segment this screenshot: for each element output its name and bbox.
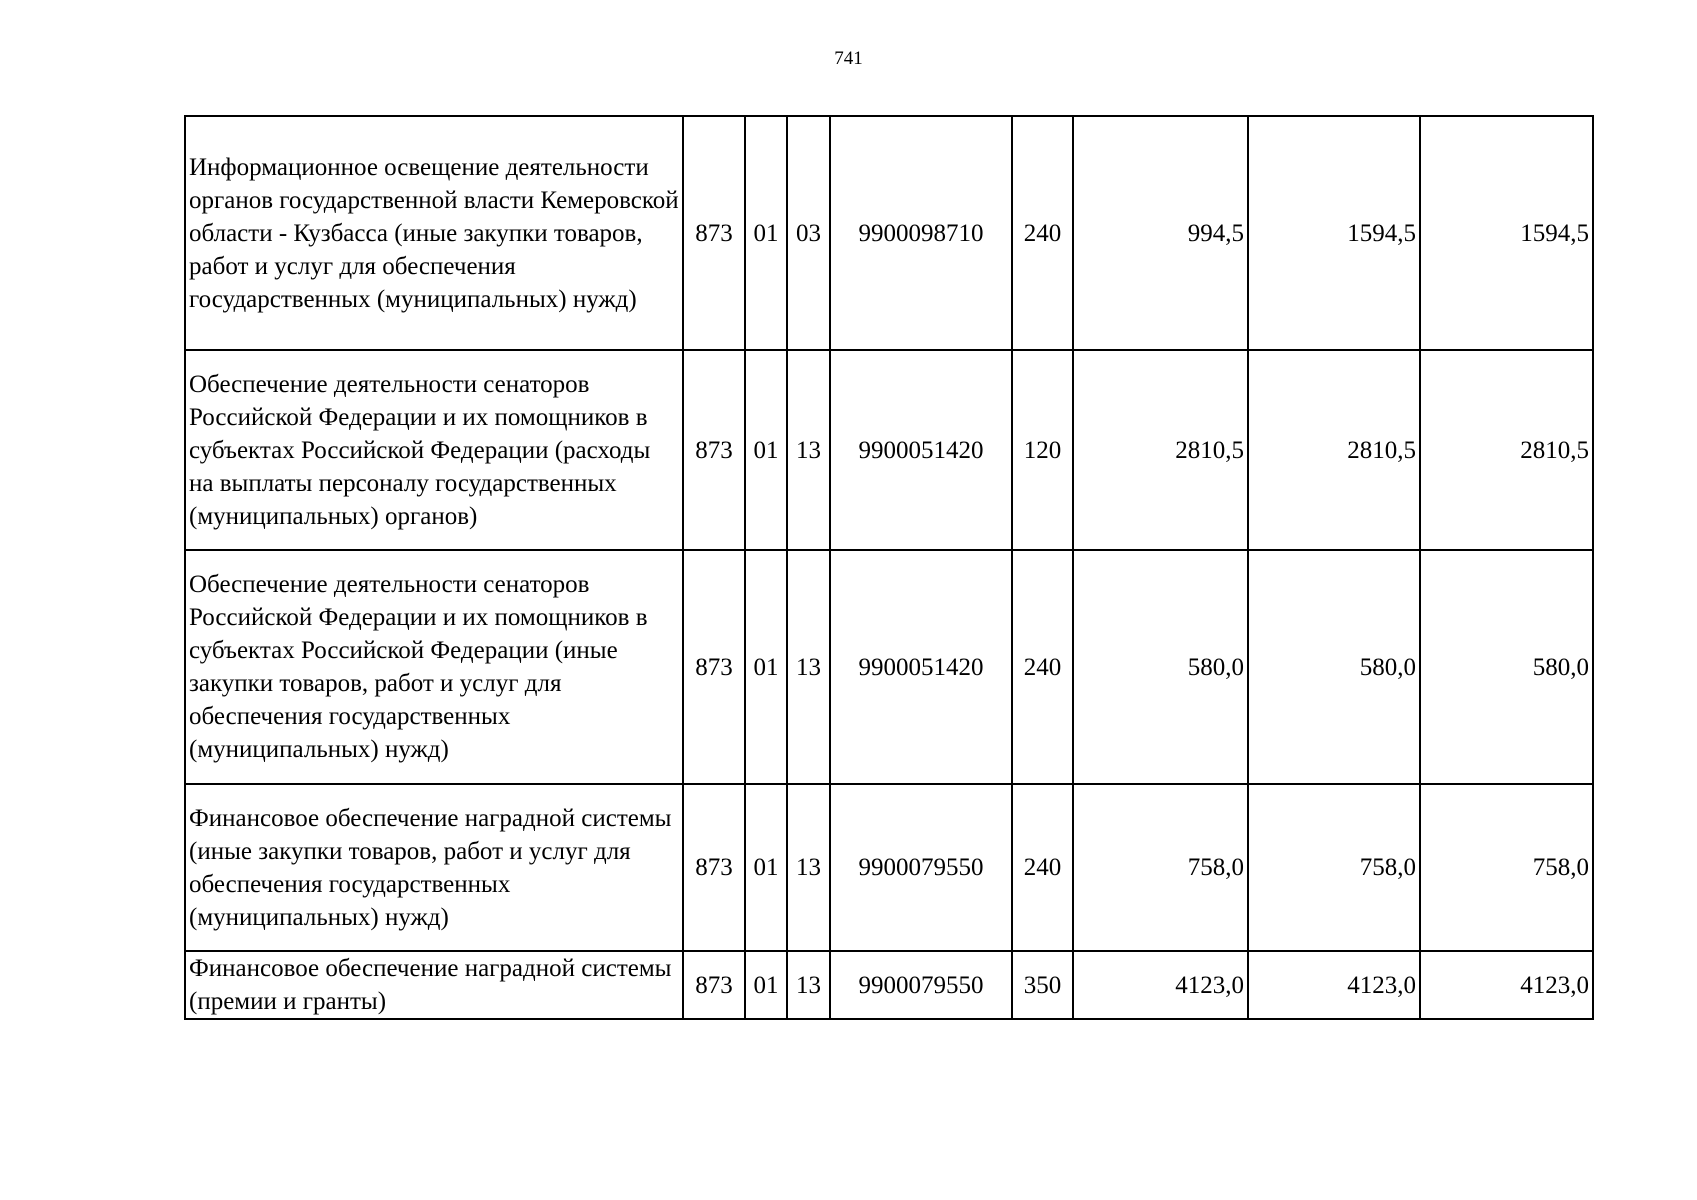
amount-cell-2: 1594,5 — [1248, 116, 1420, 350]
ministry-code: 873 — [683, 350, 745, 550]
amount-cell-3: 580,0 — [1420, 550, 1593, 784]
section-code: 01 — [745, 350, 787, 550]
section-code: 01 — [745, 784, 787, 951]
row-description: Обеспечение деятельности сенаторов Российской Федерации и их помощников в субъектах Российской Федерации (расходы на выплаты персоналу государственных (муниципальных) органов) — [185, 350, 683, 550]
subsection-code: 13 — [787, 784, 830, 951]
amount-cell-1: 758,0 — [1073, 784, 1248, 951]
expense-type-code: 350 — [1012, 951, 1073, 1019]
row-description: Финансовое обеспечение наградной системы (иные закупки товаров, работ и услуг для обеспечения государственных (муниципальных) нужд) — [185, 784, 683, 951]
budget-table — [184, 115, 1594, 1020]
amount-cell-2: 4123,0 — [1248, 951, 1420, 1019]
table-row — [185, 350, 1593, 550]
table-row — [185, 951, 1593, 1019]
expense-type-code: 240 — [1012, 550, 1073, 784]
amount-cell-2: 758,0 — [1248, 784, 1420, 951]
row-description: Информационное освещение деятельности органов государственной власти Кемеровской области - Кузбасса (иные закупки товаров, работ и услуг для обеспечения государственных (муниципальных) нужд) — [185, 116, 683, 350]
amount-cell-1: 994,5 — [1073, 116, 1248, 350]
ministry-code: 873 — [683, 784, 745, 951]
section-code: 01 — [745, 116, 787, 350]
table-row — [185, 550, 1593, 784]
expense-type-code: 120 — [1012, 350, 1073, 550]
ministry-code: 873 — [683, 951, 745, 1019]
expense-type-code: 240 — [1012, 116, 1073, 350]
row-description: Финансовое обеспечение наградной системы (премии и гранты) — [185, 951, 683, 1019]
target-article-code: 9900079550 — [830, 784, 1012, 951]
amount-cell-2: 2810,5 — [1248, 350, 1420, 550]
expense-type-code: 240 — [1012, 784, 1073, 951]
target-article-code: 9900051420 — [830, 350, 1012, 550]
ministry-code: 873 — [683, 550, 745, 784]
subsection-code: 13 — [787, 550, 830, 784]
amount-cell-1: 2810,5 — [1073, 350, 1248, 550]
target-article-code: 9900098710 — [830, 116, 1012, 350]
amount-cell-3: 4123,0 — [1420, 951, 1593, 1019]
subsection-code: 03 — [787, 116, 830, 350]
target-article-code: 9900079550 — [830, 951, 1012, 1019]
subsection-code: 13 — [787, 350, 830, 550]
target-article-code: 9900051420 — [830, 550, 1012, 784]
amount-cell-2: 580,0 — [1248, 550, 1420, 784]
section-code: 01 — [745, 951, 787, 1019]
row-description: Обеспечение деятельности сенаторов Российской Федерации и их помощников в субъектах Российской Федерации (иные закупки товаров, работ и услуг для обеспечения государственных (муниципальных) нужд) — [185, 550, 683, 784]
table-row — [185, 116, 1593, 350]
amount-cell-3: 758,0 — [1420, 784, 1593, 951]
section-code: 01 — [745, 550, 787, 784]
subsection-code: 13 — [787, 951, 830, 1019]
table-row — [185, 784, 1593, 951]
amount-cell-3: 1594,5 — [1420, 116, 1593, 350]
amount-cell-3: 2810,5 — [1420, 350, 1593, 550]
amount-cell-1: 580,0 — [1073, 550, 1248, 784]
ministry-code: 873 — [683, 116, 745, 350]
page-number: 741 — [834, 48, 863, 69]
amount-cell-1: 4123,0 — [1073, 951, 1248, 1019]
